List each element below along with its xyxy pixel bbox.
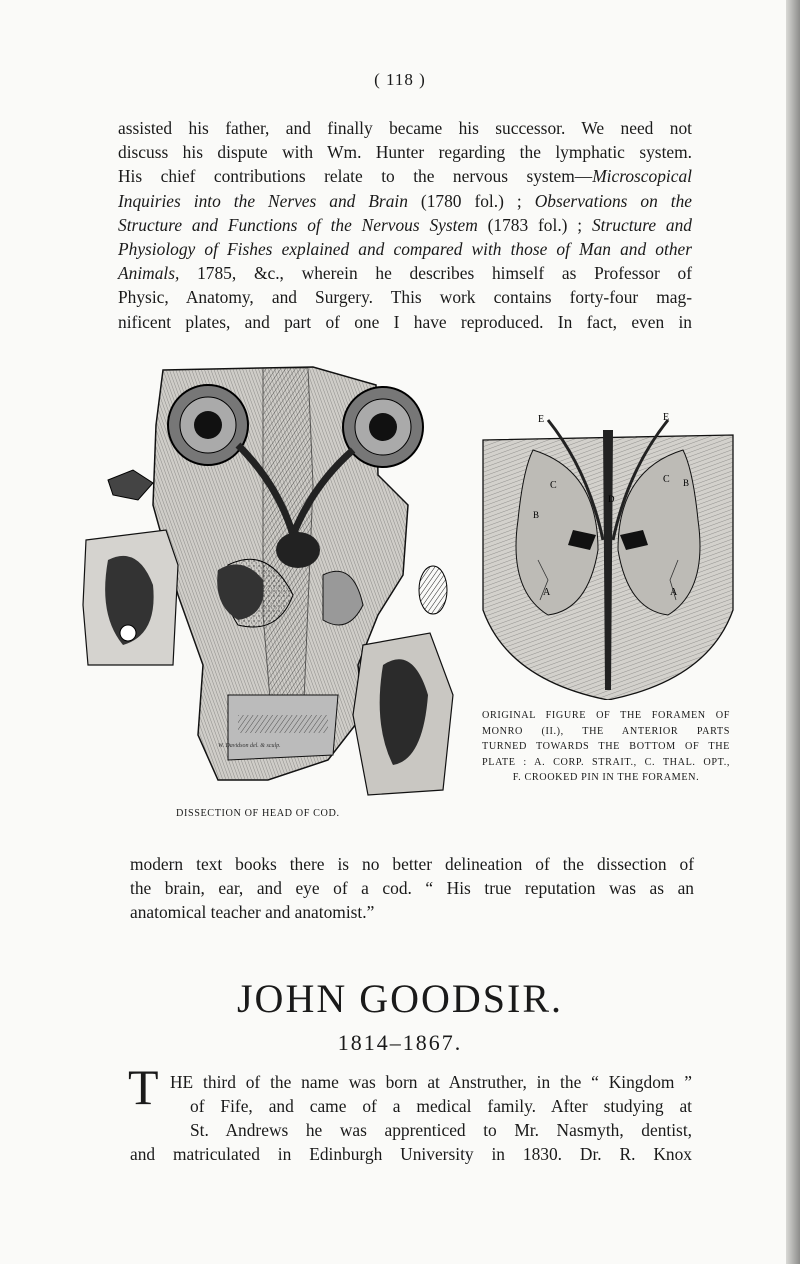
figure-caption-right — [482, 708, 730, 786]
text-line: His chief contributions relate to the nervous system—Microscopical — [118, 166, 692, 187]
text-line: of Fife, and came of a medical family. After studying at — [190, 1096, 692, 1116]
text-line: nificent plates, and part of one I have reproduced. In fact, even in — [118, 311, 692, 332]
paragraph-continuation — [130, 852, 694, 925]
caption-line: TURNED TOWARDS THE BOTTOM OF THE — [482, 741, 730, 752]
caption-line: F. CROOKED PIN IN THE FORAMEN. — [512, 772, 700, 783]
drop-cap: T — [128, 1059, 159, 1115]
figure-label: C — [663, 474, 670, 485]
text-line: the brain, ear, and eye of a cod. “ His true reputation was as an — [130, 878, 694, 899]
text-line: assisted his father, and finally became his successor. We need not — [118, 118, 692, 138]
cod-head-dissection-figure — [78, 365, 468, 800]
caption-line: ORIGINAL FIGURE OF THE FORAMEN OF — [482, 710, 730, 721]
figure-label: D — [608, 494, 615, 504]
text-line: HE third of the name was born at Anstruther, in the “ Kingdom ” — [170, 1072, 692, 1092]
text-line: Physic, Anatomy, and Surgery. This work contains forty-four mag- — [118, 287, 692, 308]
paragraph-goodsir-line1 — [170, 1070, 692, 1094]
figure-label: E — [538, 414, 545, 425]
text-line: Structure and Functions of the Nervous System (1783 fol.) ; Structure and — [118, 214, 692, 235]
figure-label: C — [550, 480, 557, 491]
caption-line: MONRO (II.), THE ANTERIOR PARTS — [482, 725, 730, 737]
foramen-of-monro-figure — [478, 410, 738, 700]
paragraph-goodsir-line4 — [130, 1142, 692, 1166]
figure-caption-left: DISSECTION OF HEAD OF COD. — [176, 808, 340, 819]
text-line: St. Andrews he was apprenticed to Mr. Nasmyth, dentist, — [190, 1120, 692, 1141]
paragraph-goodsir-line2 — [190, 1094, 692, 1142]
figure-label: E — [663, 412, 670, 423]
figure-label: A — [543, 587, 551, 598]
text-line: discuss his dispute with Wm. Hunter regarding the lymphatic system. — [118, 142, 692, 163]
figure-label: B — [533, 510, 540, 520]
page-number: ( 118 ) — [374, 70, 426, 89]
text-line: Animals, 1785, &c., wherein he describes himself as Professor of — [118, 263, 692, 284]
text-line: Inquiries into the Nerves and Brain (1780 fol.) ; Observations on the — [118, 190, 693, 211]
text-line: anatomical teacher and anatomist.” — [130, 902, 375, 923]
paragraph-intro — [118, 116, 692, 334]
engraver-signature: W. Davidson del. & sculp. — [218, 743, 281, 749]
section-title: JOHN GOODSIR. — [236, 976, 564, 1021]
figure-label: B — [683, 478, 690, 488]
figure-label: A — [670, 587, 678, 598]
page-edge-shadow — [786, 0, 800, 1264]
caption-line: PLATE : A. CORP. STRAIT., C. THAL. OPT., — [482, 756, 730, 768]
text-line: Physiology of Fishes explained and compared with those of Man and other — [118, 239, 692, 260]
text-line: modern text books there is no better delineation of the dissection of — [130, 854, 694, 874]
section-dates: 1814–1867. — [337, 1030, 463, 1055]
text-line: and matriculated in Edinburgh University in 1830. Dr. R. Knox — [130, 1144, 692, 1164]
